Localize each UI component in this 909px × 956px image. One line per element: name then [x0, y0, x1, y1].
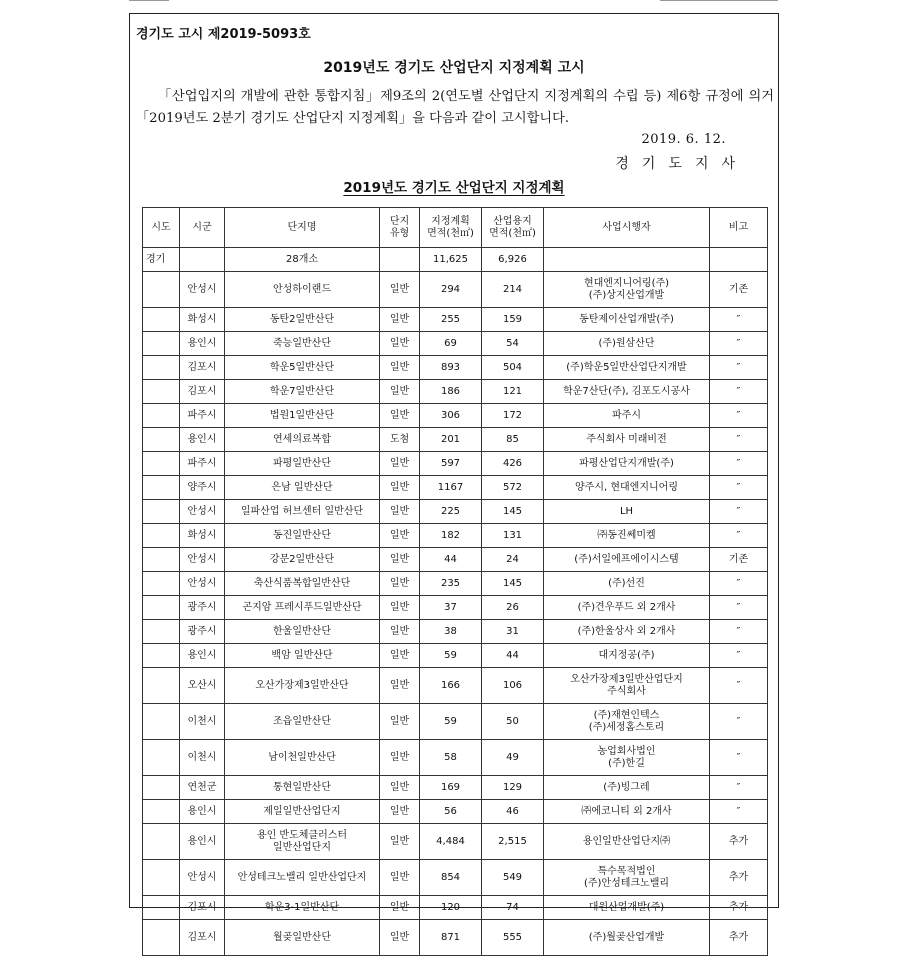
sido-cell [143, 644, 180, 668]
header-planned-area: 지정계획 면적(천㎡) [420, 208, 482, 248]
note-cell: ″ [710, 572, 768, 596]
industrial-area-cell: 46 [482, 800, 544, 824]
note-cell: ″ [710, 452, 768, 476]
header-sigun: 시군 [180, 208, 225, 248]
developer-cell: (주)빙그레 [544, 776, 710, 800]
note-cell: ″ [710, 596, 768, 620]
type-cell: 일반 [380, 920, 420, 956]
complex-name-cell: 학운5일반산단 [225, 356, 380, 380]
note-cell: ″ [710, 356, 768, 380]
type-cell: 일반 [380, 356, 420, 380]
industrial-area-cell: 54 [482, 332, 544, 356]
sido-cell [143, 860, 180, 896]
table-row [143, 896, 768, 920]
planned-area-cell: 56 [420, 800, 482, 824]
developer-cell: (주)학운5일반산업단지개발 [544, 356, 710, 380]
industrial-area-cell: 426 [482, 452, 544, 476]
complex-name-cell: 안성테크노밸리 일반산업단지 [225, 860, 380, 896]
note-cell: ″ [710, 668, 768, 704]
sido-cell [143, 620, 180, 644]
note-cell: ″ [710, 644, 768, 668]
complex-name-cell: 동진일반산단 [225, 524, 380, 548]
sido-cell [143, 500, 180, 524]
industrial-area-cell: 2,515 [482, 824, 544, 860]
industrial-area-cell: 44 [482, 644, 544, 668]
complex-name-cell: 강문2일반산단 [225, 548, 380, 572]
complex-name-cell: 파평일반산단 [225, 452, 380, 476]
header-sido: 시도 [143, 208, 180, 248]
table-row [143, 776, 768, 800]
type-cell: 도첨 [380, 428, 420, 452]
note-cell: 기존 [710, 272, 768, 308]
sigun-cell: 연천군 [180, 776, 225, 800]
sido-cell [143, 896, 180, 920]
note-cell: ″ [710, 332, 768, 356]
planned-area-cell: 201 [420, 428, 482, 452]
notice-date: 2019. 6. 12. [641, 132, 726, 147]
industrial-area-cell: 131 [482, 524, 544, 548]
developer-cell: 파주시 [544, 404, 710, 428]
developer-cell: 대지정공(주) [544, 644, 710, 668]
planned-area-cell: 255 [420, 308, 482, 332]
table-row [143, 356, 768, 380]
type-cell: 일반 [380, 500, 420, 524]
industrial-area-cell: 145 [482, 572, 544, 596]
complex-name-cell: 축산식품복합일반산단 [225, 572, 380, 596]
planned-area-cell: 59 [420, 704, 482, 740]
industrial-area-cell: 549 [482, 860, 544, 896]
sigun-cell: 이천시 [180, 704, 225, 740]
sido-cell [143, 572, 180, 596]
industrial-area-cell: 106 [482, 668, 544, 704]
planned-area-cell: 37 [420, 596, 482, 620]
complex-name-cell: 월곶일반산단 [225, 920, 380, 956]
header-developer: 사업시행자 [544, 208, 710, 248]
planned-area-cell: 893 [420, 356, 482, 380]
planned-area-cell: 225 [420, 500, 482, 524]
developer-cell: 현대엔지니어링(주) (주)상지산업개발 [544, 272, 710, 308]
industrial-area-cell: 50 [482, 704, 544, 740]
planned-area-cell: 59 [420, 644, 482, 668]
planned-area-cell: 69 [420, 332, 482, 356]
planned-area-cell: 306 [420, 404, 482, 428]
complex-name-cell: 동탄2일반산단 [225, 308, 380, 332]
developer-cell: 용인일반산업단지㈜ [544, 824, 710, 860]
complex-name-cell: 학운3-1일반산단 [225, 896, 380, 920]
type-cell: 일반 [380, 740, 420, 776]
complex-name-cell: 용인 반도체클러스터 일반산업단지 [225, 824, 380, 860]
document-title: 2019년도 경기도 산업단지 지정계획 고시 [323, 60, 585, 76]
note-cell: 기존 [710, 548, 768, 572]
sido-cell [143, 524, 180, 548]
type-cell: 일반 [380, 308, 420, 332]
page-top-edge [0, 0, 909, 8]
planned-area-cell: 169 [420, 776, 482, 800]
complex-name-cell: 일파산업 허브센터 일반산단 [225, 500, 380, 524]
table-row [143, 800, 768, 824]
issuer-name: 경기도지사 [615, 156, 748, 172]
summary-total-area: 11,625 [420, 248, 482, 272]
planned-area-cell: 58 [420, 740, 482, 776]
planned-area-cell: 38 [420, 620, 482, 644]
sigun-cell: 용인시 [180, 644, 225, 668]
complex-name-cell: 남이천일반산단 [225, 740, 380, 776]
developer-cell: (주)재현인텍스 (주)세정홈스토리 [544, 704, 710, 740]
sigun-cell: 김포시 [180, 356, 225, 380]
table-row [143, 308, 768, 332]
table-row [143, 740, 768, 776]
type-cell: 일반 [380, 860, 420, 896]
complex-name-cell: 한울일반산단 [225, 620, 380, 644]
sigun-cell: 김포시 [180, 896, 225, 920]
industrial-area-cell: 26 [482, 596, 544, 620]
sigun-cell: 광주시 [180, 596, 225, 620]
table-row [143, 668, 768, 704]
industrial-complex-plan-table [142, 207, 768, 956]
developer-cell: (주)월곶산업개발 [544, 920, 710, 956]
type-cell: 일반 [380, 452, 420, 476]
table-row [143, 524, 768, 548]
note-cell: ″ [710, 620, 768, 644]
table-row [143, 452, 768, 476]
table-row [143, 476, 768, 500]
industrial-area-cell: 555 [482, 920, 544, 956]
developer-cell: 특수목적법인 (주)안성테크노밸리 [544, 860, 710, 896]
sido-cell [143, 776, 180, 800]
top-rule-right [660, 0, 778, 1]
sido-cell [143, 332, 180, 356]
note-cell: ″ [710, 776, 768, 800]
developer-cell: (주)선진 [544, 572, 710, 596]
planned-area-cell: 44 [420, 548, 482, 572]
developer-cell: ㈜에코니티 외 2개사 [544, 800, 710, 824]
industrial-area-cell: 121 [482, 380, 544, 404]
sido-cell [143, 308, 180, 332]
sigun-cell: 용인시 [180, 332, 225, 356]
table-row [143, 428, 768, 452]
developer-cell: (주)원삼산단 [544, 332, 710, 356]
table-row [143, 404, 768, 428]
sigun-cell: 용인시 [180, 428, 225, 452]
summary-note [710, 248, 768, 272]
plan-title: 2019년도 경기도 산업단지 지정계획 [343, 180, 565, 196]
sigun-cell: 안성시 [180, 548, 225, 572]
header-industrial-area: 산업용지 면적(천㎡) [482, 208, 544, 248]
industrial-area-cell: 214 [482, 272, 544, 308]
note-cell: 추가 [710, 860, 768, 896]
complex-name-cell: 제일일반산업단지 [225, 800, 380, 824]
complex-name-cell: 학운7일반산단 [225, 380, 380, 404]
type-cell: 일반 [380, 620, 420, 644]
complex-name-cell: 안성하이랜드 [225, 272, 380, 308]
note-cell: ″ [710, 404, 768, 428]
industrial-area-cell: 24 [482, 548, 544, 572]
table-row [143, 620, 768, 644]
planned-area-cell: 294 [420, 272, 482, 308]
planned-area-cell: 4,484 [420, 824, 482, 860]
summary-developer [544, 248, 710, 272]
type-cell: 일반 [380, 572, 420, 596]
industrial-area-cell: 504 [482, 356, 544, 380]
table-row [143, 644, 768, 668]
planned-area-cell: 166 [420, 668, 482, 704]
type-cell: 일반 [380, 800, 420, 824]
sido-cell [143, 704, 180, 740]
summary-row [143, 248, 768, 272]
sigun-cell: 화성시 [180, 524, 225, 548]
developer-cell: 대원산업개발(주) [544, 896, 710, 920]
type-cell: 일반 [380, 548, 420, 572]
summary-count: 28개소 [225, 248, 380, 272]
complex-name-cell: 연세의료복합 [225, 428, 380, 452]
sido-cell [143, 404, 180, 428]
header-note: 비고 [710, 208, 768, 248]
developer-cell: ㈜동진쎄미켐 [544, 524, 710, 548]
sigun-cell: 안성시 [180, 272, 225, 308]
type-cell: 일반 [380, 380, 420, 404]
industrial-area-cell: 159 [482, 308, 544, 332]
industrial-area-cell: 145 [482, 500, 544, 524]
developer-cell: (주)견우푸드 외 2개사 [544, 596, 710, 620]
table-row [143, 920, 768, 956]
sido-cell [143, 272, 180, 308]
table-row [143, 272, 768, 308]
industrial-area-cell: 31 [482, 620, 544, 644]
industrial-area-cell: 572 [482, 476, 544, 500]
industrial-area-cell: 85 [482, 428, 544, 452]
sido-cell [143, 452, 180, 476]
sido-cell [143, 428, 180, 452]
developer-cell: (주)서일에프에이시스템 [544, 548, 710, 572]
industrial-area-cell: 74 [482, 896, 544, 920]
note-cell: ″ [710, 704, 768, 740]
sigun-cell: 광주시 [180, 620, 225, 644]
sido-cell [143, 740, 180, 776]
sigun-cell: 안성시 [180, 860, 225, 896]
table-row [143, 572, 768, 596]
sigun-cell: 이천시 [180, 740, 225, 776]
sigun-cell: 안성시 [180, 500, 225, 524]
type-cell: 일반 [380, 596, 420, 620]
developer-cell: 파평산업단지개발(주) [544, 452, 710, 476]
notice-number: 경기도 고시 제2019-5093호 [136, 27, 311, 42]
developer-cell: 오산가장제3일반산업단지 주식회사 [544, 668, 710, 704]
planned-area-cell: 182 [420, 524, 482, 548]
summary-industrial-area: 6,926 [482, 248, 544, 272]
note-cell: ″ [710, 800, 768, 824]
planned-area-cell: 1167 [420, 476, 482, 500]
developer-cell: 양주시, 현대엔지니어링 [544, 476, 710, 500]
top-rule-left [129, 0, 169, 1]
industrial-area-cell: 49 [482, 740, 544, 776]
planned-area-cell: 854 [420, 860, 482, 896]
note-cell: ″ [710, 308, 768, 332]
sido-cell [143, 668, 180, 704]
table-row [143, 380, 768, 404]
sido-cell [143, 476, 180, 500]
note-cell: ″ [710, 524, 768, 548]
table-row [143, 596, 768, 620]
developer-cell: 학운7산단(주), 김포도시공사 [544, 380, 710, 404]
developer-cell: 농업회사법인 (주)한길 [544, 740, 710, 776]
note-cell: ″ [710, 740, 768, 776]
note-cell: ″ [710, 476, 768, 500]
sido-cell [143, 548, 180, 572]
industrial-area-cell: 172 [482, 404, 544, 428]
note-cell: ″ [710, 500, 768, 524]
header-complex-type: 단지 유형 [380, 208, 420, 248]
type-cell: 일반 [380, 824, 420, 860]
sigun-cell: 파주시 [180, 452, 225, 476]
type-cell: 일반 [380, 668, 420, 704]
table-row [143, 824, 768, 860]
note-cell: 추가 [710, 920, 768, 956]
type-cell: 일반 [380, 704, 420, 740]
planned-area-cell: 186 [420, 380, 482, 404]
sigun-cell: 용인시 [180, 800, 225, 824]
note-cell: ″ [710, 380, 768, 404]
sido-cell [143, 380, 180, 404]
type-cell: 일반 [380, 404, 420, 428]
sigun-cell: 용인시 [180, 824, 225, 860]
note-cell: 추가 [710, 896, 768, 920]
planned-area-cell: 871 [420, 920, 482, 956]
developer-cell: LH [544, 500, 710, 524]
type-cell: 일반 [380, 524, 420, 548]
summary-sido: 경기 [143, 248, 180, 272]
sigun-cell: 파주시 [180, 404, 225, 428]
table-row [143, 860, 768, 896]
complex-name-cell: 오산가장제3일반산단 [225, 668, 380, 704]
header-complex-name: 단지명 [225, 208, 380, 248]
type-cell: 일반 [380, 644, 420, 668]
gazette-notice-page [129, 13, 779, 943]
complex-name-cell: 통현일반산단 [225, 776, 380, 800]
developer-cell: (주)한울상사 외 2개사 [544, 620, 710, 644]
developer-cell: 주식회사 미래비전 [544, 428, 710, 452]
sigun-cell: 화성시 [180, 308, 225, 332]
complex-name-cell: 죽능일반산단 [225, 332, 380, 356]
table-header-row [143, 208, 768, 248]
type-cell: 일반 [380, 776, 420, 800]
complex-name-cell: 백암 일반산단 [225, 644, 380, 668]
summary-sigun [180, 248, 225, 272]
table-row [143, 500, 768, 524]
sigun-cell: 안성시 [180, 572, 225, 596]
sido-cell [143, 920, 180, 956]
complex-name-cell: 조읍일반산단 [225, 704, 380, 740]
sigun-cell: 김포시 [180, 380, 225, 404]
sido-cell [143, 596, 180, 620]
summary-type [380, 248, 420, 272]
type-cell: 일반 [380, 896, 420, 920]
note-cell: 추가 [710, 824, 768, 860]
planned-area-cell: 597 [420, 452, 482, 476]
table-body [143, 248, 768, 956]
notice-body-text: 「산업입지의 개발에 관한 통합지침」제9조의 2(연도별 산업단지 지정계획의 수립 등) 제6항 규정에 의거「2019년도 2분기 경기도 산업단지 지정계획」을 다음과 같이 고시합니다. [136, 89, 774, 126]
sido-cell [143, 824, 180, 860]
type-cell: 일반 [380, 332, 420, 356]
type-cell: 일반 [380, 272, 420, 308]
sigun-cell: 양주시 [180, 476, 225, 500]
type-cell: 일반 [380, 476, 420, 500]
sido-cell [143, 800, 180, 824]
complex-name-cell: 은남 일반산단 [225, 476, 380, 500]
complex-name-cell: 법원1일반산단 [225, 404, 380, 428]
industrial-area-cell: 129 [482, 776, 544, 800]
sido-cell [143, 356, 180, 380]
table-row [143, 548, 768, 572]
sigun-cell: 김포시 [180, 920, 225, 956]
planned-area-cell: 120 [420, 896, 482, 920]
table-row [143, 332, 768, 356]
sigun-cell: 오산시 [180, 668, 225, 704]
planned-area-cell: 235 [420, 572, 482, 596]
developer-cell: 동탄제이산업개발(주) [544, 308, 710, 332]
complex-name-cell: 곤지암 프레시푸드일반산단 [225, 596, 380, 620]
table-row [143, 704, 768, 740]
note-cell: ″ [710, 428, 768, 452]
